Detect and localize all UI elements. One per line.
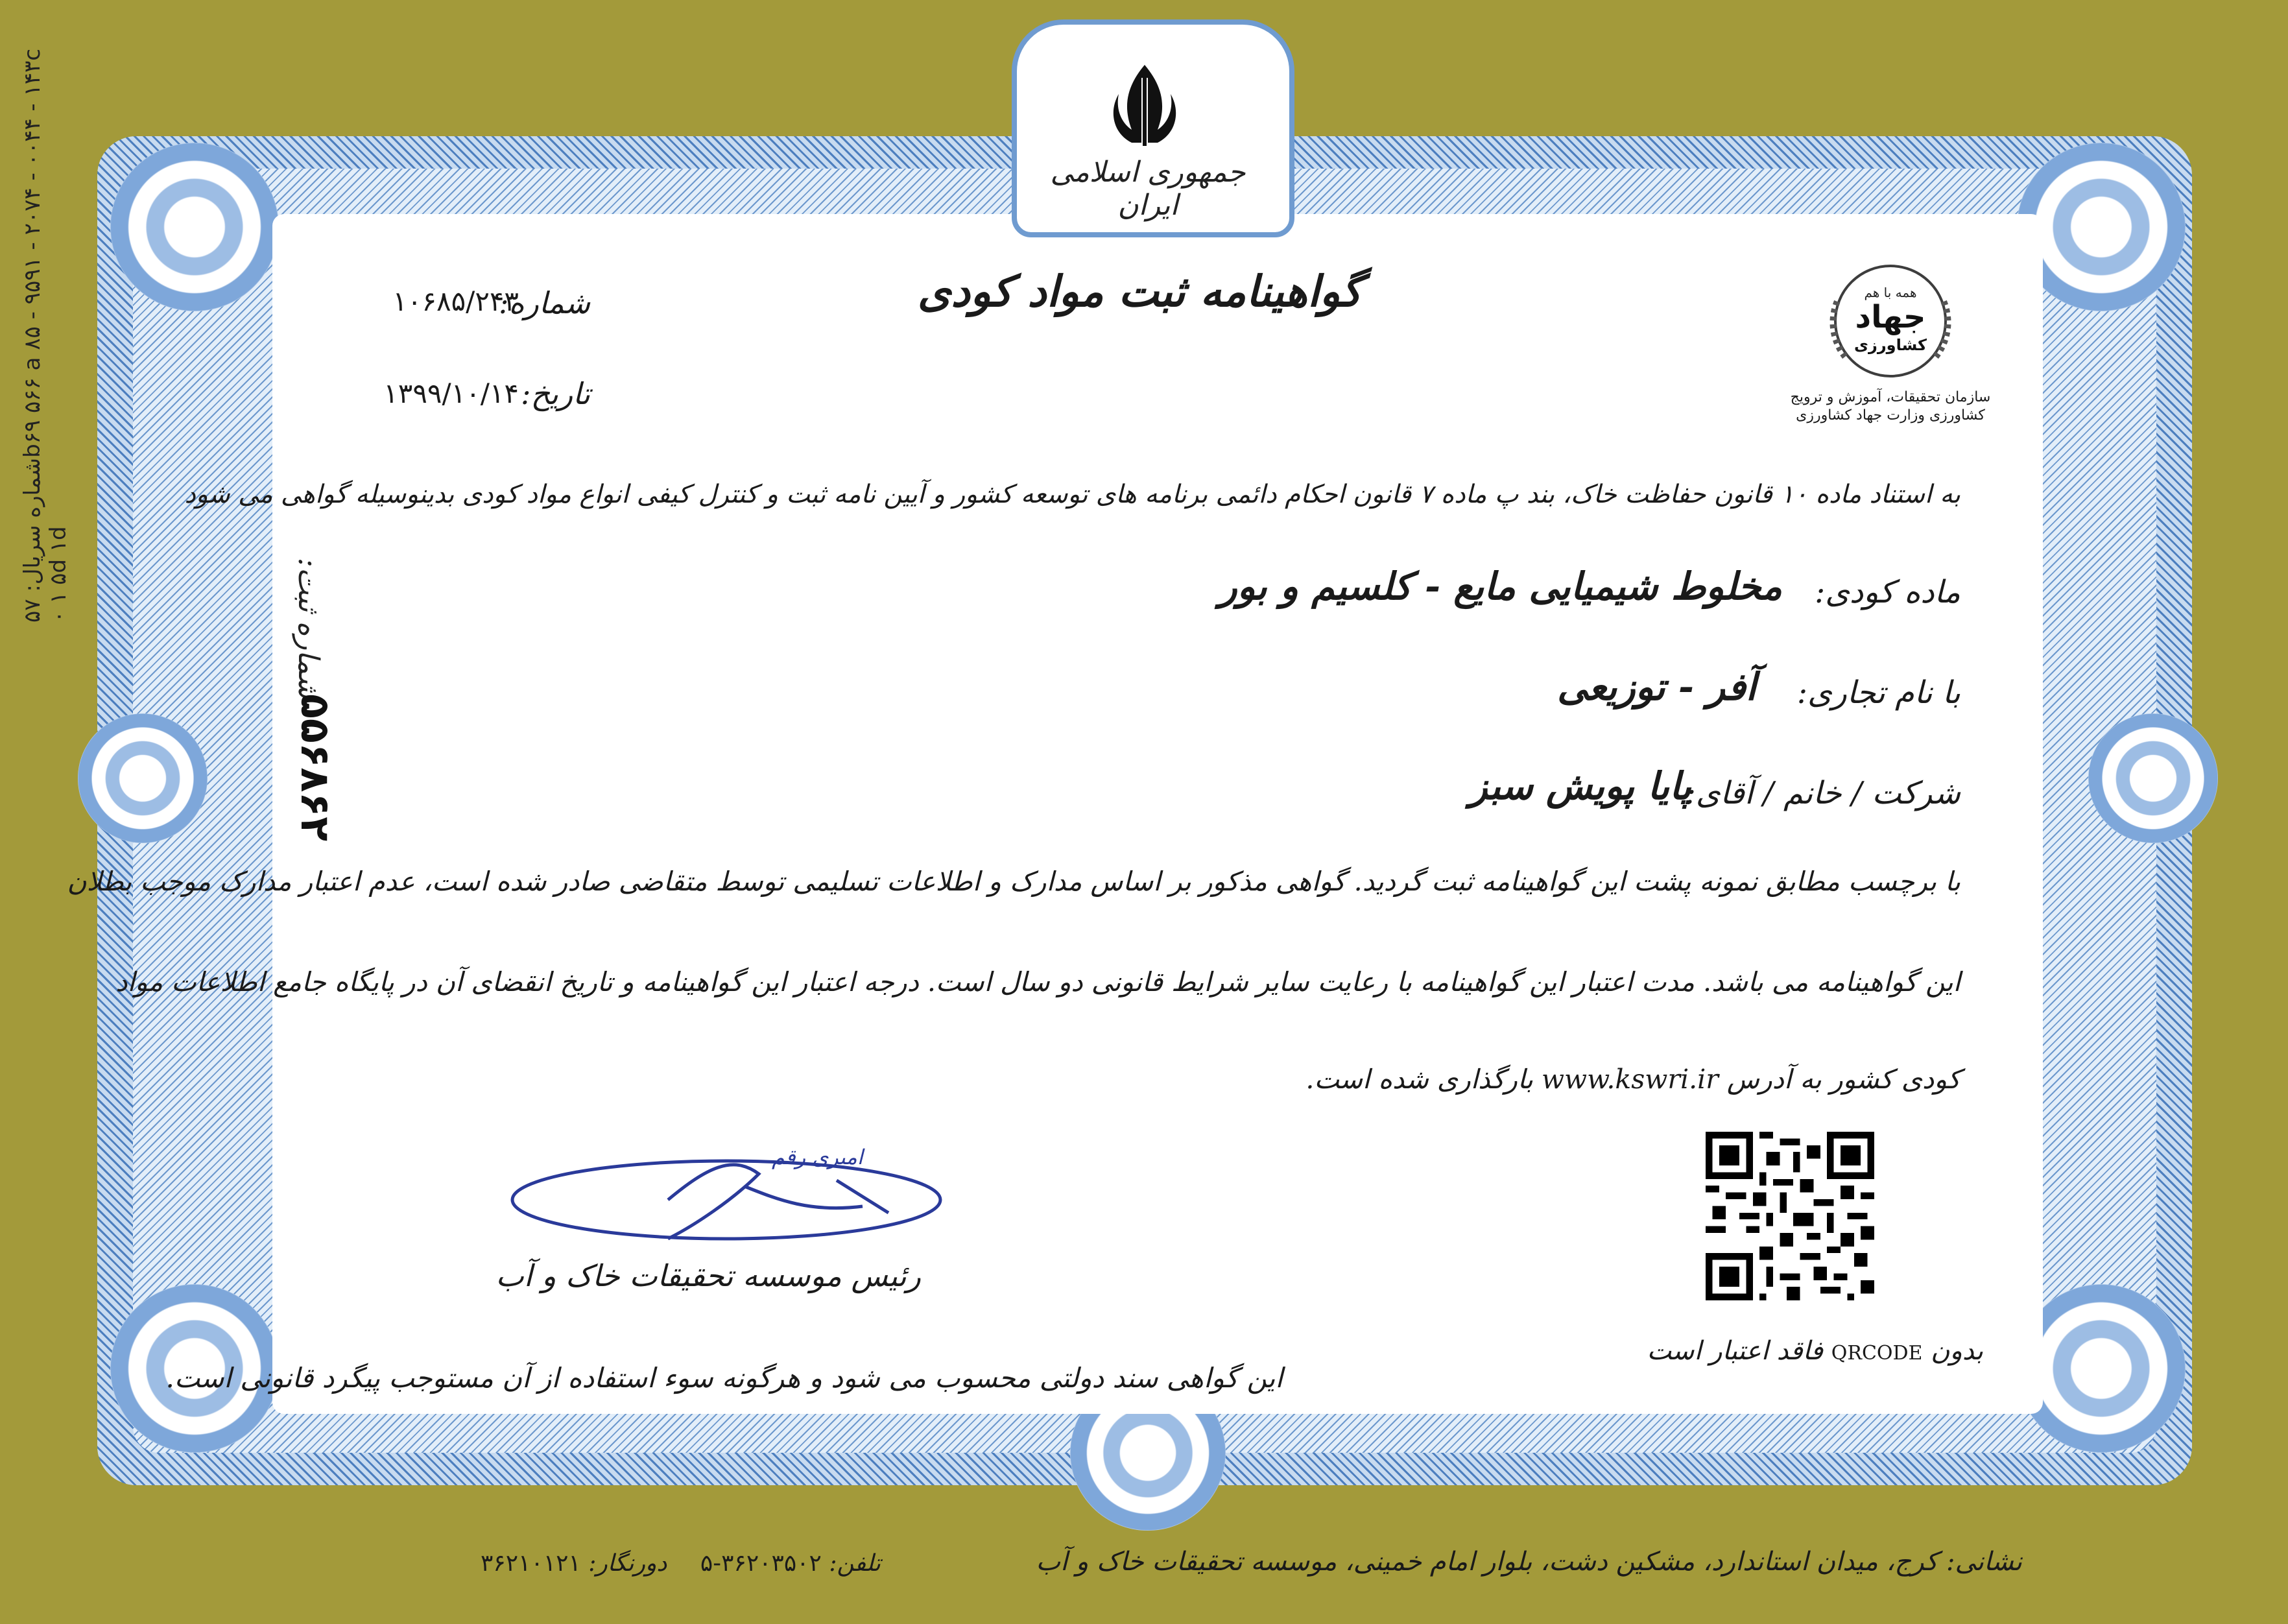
side-rosette-right (2088, 713, 2218, 843)
body-paragraph-line3-end: بارگذاری شده است. (1305, 1064, 1533, 1095)
side-serial-number: شماره سریال: ۵۷b۶۹ ۵۶۶ a ۸۵ - ۹۵۹۱ - ۲۰۷۴ - ۰۰۴۴ - ۱۴۳c ۰ ۱ ۵d ۱d (19, 49, 71, 623)
number-label: شماره: (499, 285, 590, 320)
company-value: پایا پویش سبز (1469, 764, 1691, 808)
logo-name-line2: کشاورزی (1854, 336, 1927, 354)
side-rosette-left (78, 713, 208, 843)
fax-value: ۳۶۲۱۰۱۲۱ (481, 1550, 581, 1577)
logo-org-line2: کشاورزی وزارت جهاد کشاورزی (1796, 407, 1985, 424)
qr-note-code: QRCODE (1831, 1342, 1923, 1365)
address-line: نشانی: کرج، میدان استاندارد، مشکین دشت، بلوار امام خمینی، موسسه تحقیقات خاک و آب (1036, 1547, 2022, 1577)
fertilizer-value: مخلوط شیمیایی مایع - کلسیم و بور (1219, 564, 1782, 608)
intro-statement: به استناد ماده ۱۰ قانون حفاظت خاک، بند پ ماده ۷ قانون احکام دائمی برنامه های توسعه کشور و آیین نامه ثبت و کنترل کیفی انواع مواد کودی بدینوسیله گواهی می شود (184, 480, 1960, 509)
company-label: شرکت / خانم / آقای: (1685, 775, 1960, 811)
trade-name-label: با نام تجاری: (1796, 675, 1960, 711)
date-value: ۱۳۹۹/۱۰/۱۴ (383, 377, 519, 409)
body-paragraph-line1: با برچسب مطابق نمونه پشت این گواهینامه ثبت گردید. گواهی مذکور بر اساس مدارک و اطلاعات تسلیمی توسط متقاضی صادر شده است، عدم اعتبار مدارک موجب بطلان (67, 866, 1960, 897)
signatory-title: رئیس موسسه تحقیقات خاک و آب (495, 1258, 921, 1293)
corner-rosette-top-left (110, 143, 279, 311)
registration-value: ۵۵۶۸۶۲ (292, 694, 339, 842)
legal-notice: این گواهی سند دولتی محسوب می شود و هرگونه سوء استفاده از آن مستوجب پیگرد قانونی است. (165, 1362, 1283, 1394)
body-paragraph-line3 (1305, 1064, 1960, 1095)
logo-slogan: همه با هم (1864, 285, 1917, 300)
qr-note-invalid: فاقد اعتبار است (1647, 1336, 1824, 1366)
logo-org-line1: سازمان تحقیقات، آموزش و ترویج (1790, 389, 1991, 405)
signature-handwritten-text: امیری رقم (772, 1145, 863, 1169)
number-value: ۱۰۶۸۵/۲۴۳ (392, 285, 519, 317)
crest-caption: جمهوری اسلامی ایران (1050, 156, 1246, 222)
phone-block (481, 1550, 881, 1577)
website-link[interactable]: www.kswri.ir (1541, 1064, 1719, 1095)
iran-emblem-icon (1102, 58, 1187, 156)
phone-label: تلفن: (829, 1550, 881, 1577)
registration-block (285, 558, 363, 895)
qr-code-icon (1706, 1132, 1874, 1300)
registration-label: شماره ثبت: (292, 558, 325, 699)
trade-name-value: آفر - توزیعی (1557, 665, 1756, 709)
phone-value: ۳۶۲۰۳۵۰۲-۵ (700, 1550, 822, 1577)
qr-note-without: بدون (1931, 1336, 1983, 1366)
date-label: تاریخ: (520, 376, 590, 411)
fax-label: دورنگار: (588, 1550, 667, 1577)
certificate-title: گواهینامه ثبت مواد کودی (917, 266, 1362, 316)
fertilizer-label: ماده کودی: (1815, 574, 1960, 610)
qr-validity-note (1647, 1336, 1983, 1366)
jihad-keshavarzi-logo-icon (1809, 259, 1972, 409)
signature-scribble (499, 1128, 953, 1271)
body-paragraph-line2: این گواهینامه می باشد. مدت اعتبار این گواهینامه با رعایت سایر شرایط قانونی دو سال است. درجه اعتبار این گواهینامه و تاریخ انقضای آن در پایگاه جامع اطلاعات مواد (115, 966, 1960, 997)
logo-name-line1: جهاد (1855, 299, 1926, 335)
body-paragraph-line3-start: کودی کشور به آدرس (1726, 1064, 1960, 1095)
